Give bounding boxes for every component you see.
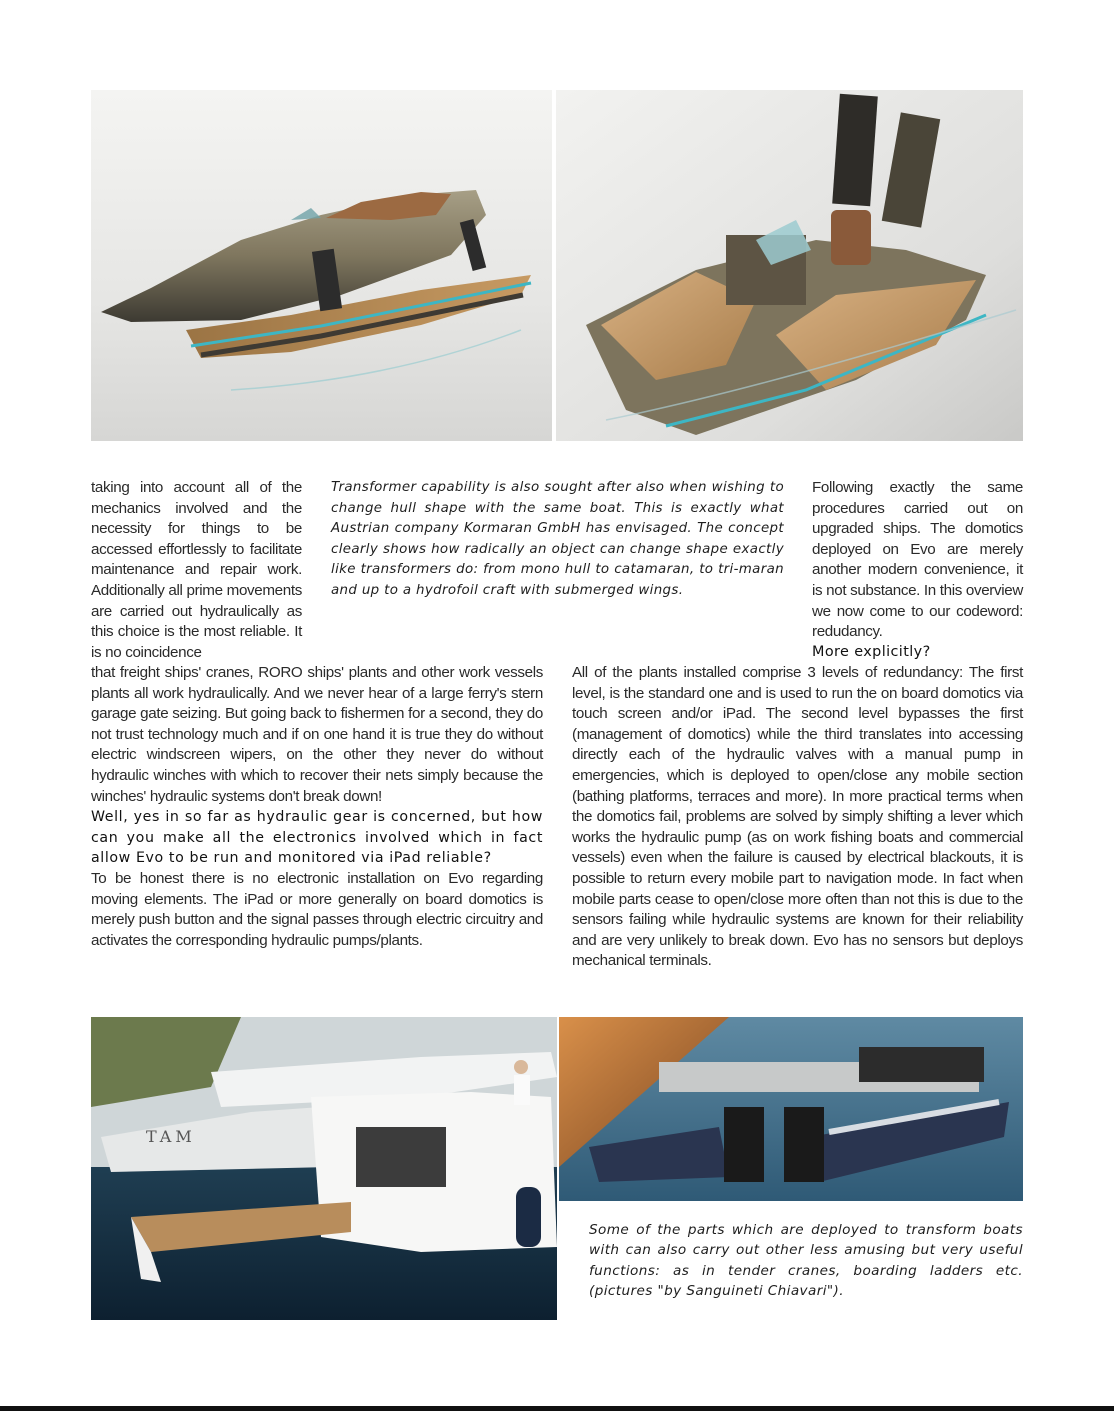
paragraph-electronics: To be honest there is no electronic installation on Evo regarding moving elements. The iPad or more generally on board domotics is merely push button and the signal passes through electric circuitry and activates the corresponding hydraulic pumps/plants. xyxy=(91,869,543,949)
paragraph-hydraulics: that freight ships' cranes, RORO ships' plants and other work vessels plants all work hydraulically. And we never hear of a large ferry's stern garage gate seizing. But going back to fishermen for a second, they do not trust technology much and if on one hand it is true they do without electric windscreen wipers, on the other they never do without hydraulic winches with which to recover their nets simply because the winches' hydraulic systems don't break down! xyxy=(91,664,543,805)
yacht-stern-photo xyxy=(91,1017,557,1320)
evo-monohull-render xyxy=(91,90,552,441)
evo-catamaran-render xyxy=(556,90,1023,441)
tender-cranes-photo xyxy=(559,1017,1023,1201)
column-right-top: Following exactly the same procedures carried out on upgraded ships. The domotics deployed on Evo are merely another modern convenience, it is not substance. In this overview we now come to our codeword: redudancy. xyxy=(812,479,1023,641)
interview-question: Well, yes in so far as hydraulic gear is concerned, but how can you make all the electronics involved which in fact allow Evo to be run and monitored via iPad reliable? xyxy=(91,809,543,867)
column-right-bottom: All of the plants installed comprise 3 levels of redundancy: The first level, is the standard one and is used to run the on board domotics via touch screen and/or iPad. The second level bypasses the first (management of domotics) while the third translates into accessing directly each of the hydraulic valves with a manual pump in emergencies, which is deployed to open/close any mobile section (bathing platforms, terraces and more). In more practical terms when the domotics fail, problems are solved by simply shifting a lever which works the hydraulic pump (as on work fishing boats and commercial vessels) even when the failure is caused by electrical blackouts, it is possible to return every mobile part to navigation mode. In fact when mobile parts cease to open/close more often than not this is due to the sensors failing while hydraulic systems are known for their reliability and are very unlikely to break down. Evo has no sensors but deploys mechanical terminals. xyxy=(572,664,1023,970)
photo-yacht-stern xyxy=(91,1017,557,1320)
photo-evo-catamaran xyxy=(556,90,1023,441)
bottom-rule xyxy=(0,1406,1114,1411)
column-left-top: taking into account all of the mechanics involved and the necessity for things to be accessed effortlessly to facilitate maintenance and repair work. Additionally all prime movements are carried out hydraulically as this choice is the most reliable. It is no coincidence xyxy=(91,479,302,661)
subhead-more-explicitly: More explicitly? xyxy=(812,644,931,660)
lead-paragraph: Transformer capability is also sought after also when wishing to change hull shape with the same boat. This is exactly what Austrian company Kormaran GmbH has envisaged. The concept clearly shows how radically an object can change shape exactly like transformers do: from mono hull to catamaran, to tri-maran and up to a hydrofoil craft with submerged wings. xyxy=(331,480,784,598)
column-left-bottom xyxy=(91,663,543,951)
photo-evo-monohull xyxy=(91,90,552,441)
photo-tender-cranes xyxy=(559,1017,1023,1201)
tam-sign-text: TAM xyxy=(146,1127,196,1146)
photo-caption: Some of the parts which are deployed to transform boats with can also carry out other less amusing but very useful functions: as in tender cranes, boarding ladders etc.(pictures "by Sanguineti Chiavari"). xyxy=(589,1222,1023,1300)
